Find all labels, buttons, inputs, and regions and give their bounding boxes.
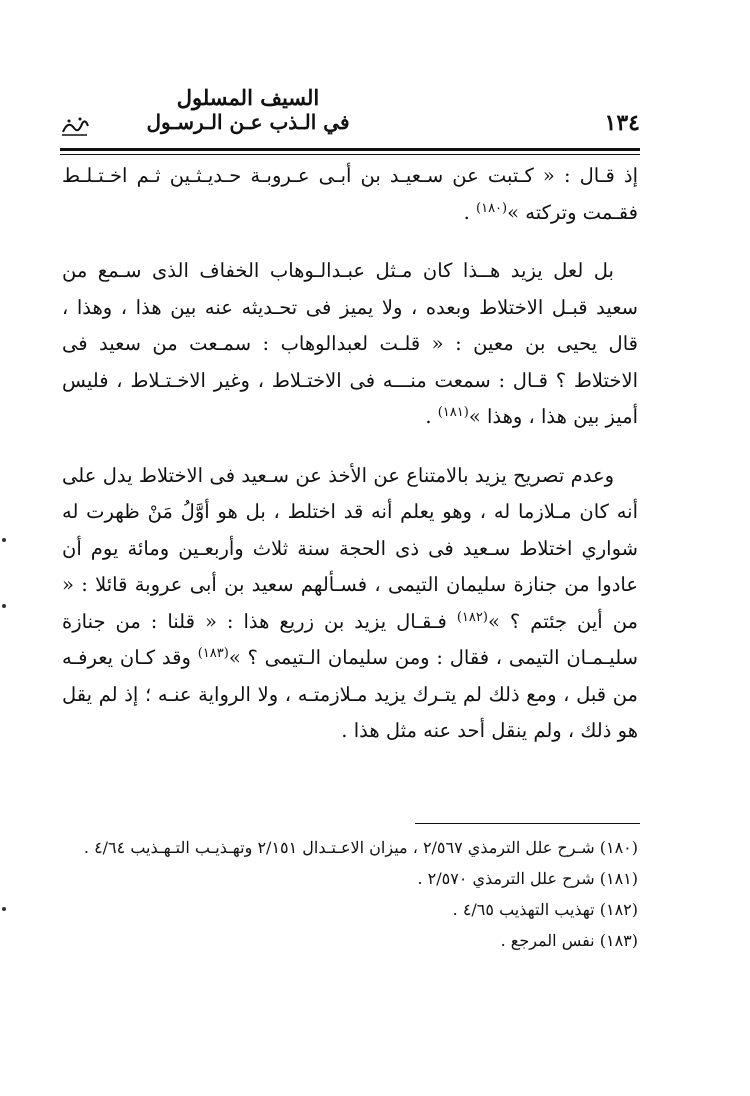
scan-mark bbox=[2, 538, 6, 542]
scan-mark bbox=[2, 604, 6, 608]
page-number: ١٣٤ bbox=[604, 110, 640, 136]
paragraph-text: بل لعل يزيد هــذا كان مـثل عبـدالـوهاب الخفاف الذى سـمع من سعيد قبـل الاختلاط وبعده ، ولا يميز فى تحـديثه عنه بين هذا ، وهذا ، قال يحيى بن معين : « قلـت لعبدالوهاب : سمـعت من سعيد فى الاختلاط ؟ قـال : سمعت منـــه فى الاختـلاط ، وغير الاخـتـلاط ، فليس أميز بين هذا ، وهذا » bbox=[62, 259, 638, 428]
footnote-separator bbox=[415, 823, 640, 824]
footnotes bbox=[62, 832, 638, 956]
page-header bbox=[60, 82, 640, 152]
book-title bbox=[118, 86, 378, 134]
footnote-181: (١٨١) شرح علل الترمذي ٢/٥٧٠ . bbox=[417, 869, 638, 888]
paragraph-text: إذ قـال : « كـتبت عن سـعيـد بن أبـى عـروبـة حـديـثـين ثـم اخـتـلـط فقـمت وتركته » bbox=[62, 164, 638, 224]
paragraph-end: . bbox=[463, 200, 477, 224]
paragraph-text: وعدم تصريح يزيد بالامتناع عن الأخذ عن سـعيد فى الاختلاط يدل على أنه كان مـلازما له ، وهو يعلم أنه قد اختلط ، بل هو أوَّلُ مَنْ ظهرت له شواري اختلاط سـعيد فى ذى الحجة سنة ثلاث وأربعـين ومائة يوم أن عادوا من جنازة سليمان التيمى ، فسـألهم سعيد بن أبى عروبة قائلا : « من أين جئتم ؟ » bbox=[62, 463, 638, 633]
footnote-ref-180: (١٨٠) bbox=[476, 200, 508, 216]
main-text bbox=[62, 158, 638, 772]
paragraph-text: فـقـال يزيد بن زريع هذا : « قلنا : من جنازة سليـمـان التيمى ، فقال : ومن سليمان الـتيمى ؟ » bbox=[62, 609, 638, 669]
footnote-ref-182: (١٨٢) bbox=[456, 609, 488, 625]
footnote-ref-181: (١٨١) bbox=[437, 405, 469, 420]
footnote-ref-183: (١٨٣) bbox=[197, 646, 229, 661]
prophet-salutation-icon bbox=[60, 116, 90, 138]
footnote-183: (١٨٣) نفس المرجع . bbox=[500, 931, 638, 950]
scan-mark bbox=[2, 907, 6, 911]
header-rule-thick bbox=[60, 148, 640, 151]
paragraph-3 bbox=[62, 458, 638, 750]
book-title-line2: في الـذب عـن الـرسـول bbox=[146, 110, 350, 134]
paragraph-end: . bbox=[425, 405, 438, 428]
footnote-182: (١٨٢) تهذيب التهذيب ٤/٦٥ . bbox=[452, 900, 638, 919]
paragraph-2 bbox=[62, 253, 638, 436]
footnote-180: (١٨٠) شـرح علل الترمذي ٢/٥٦٧ ، ميزان الاعـتـدال ٢/١٥١ وتهـذيـب التـهـذيب ٤/٦٤ . bbox=[83, 838, 638, 857]
header-rule-thin bbox=[60, 154, 640, 155]
paragraph-1 bbox=[62, 158, 638, 231]
paragraph-text: وقد كـان يعرفـه من قبل ، ومع ذلك لم يتـرك يزيد مـلازمتـه ، ولا الرواية عنـه ؛ إذ لم يقل هو ذلك ، ولم ينقل أحد عنه مثل هذا . bbox=[62, 646, 638, 742]
book-title-line1: السيف المسلول bbox=[176, 85, 320, 110]
